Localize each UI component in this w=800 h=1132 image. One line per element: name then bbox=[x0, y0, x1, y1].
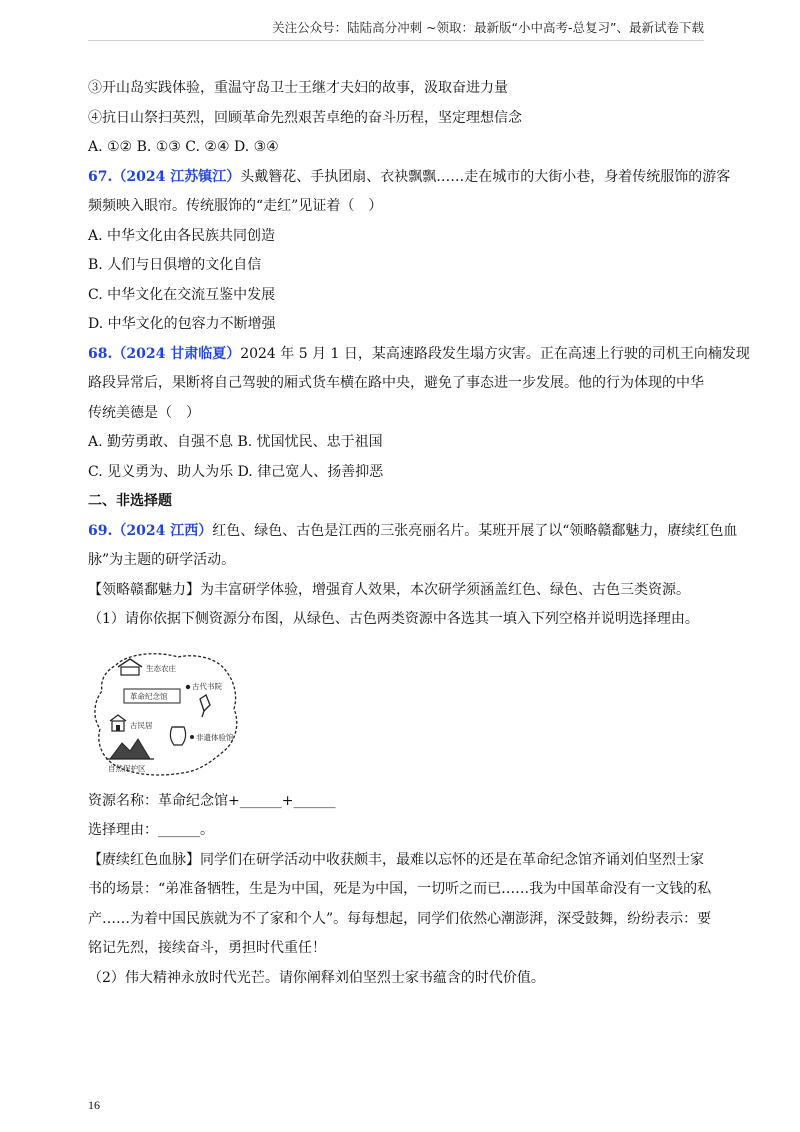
question-69-paragraph-2-line-1: 【赓续红色血脉】同学们在研学活动中收获颇丰，最难以忘怀的还是在革命纪念馆齐诵刘伯坚烈士家 bbox=[88, 851, 704, 868]
map-label-academy: 古代书院 bbox=[192, 681, 222, 691]
residence-icon bbox=[110, 715, 126, 731]
academy-marker-icon bbox=[186, 684, 190, 688]
question-69-paragraph-1: 【领略赣鄱魅力】为丰富研学体验，增强育人效果，本次研学须涵盖红色、绿色、古色三类资源。 bbox=[88, 581, 690, 598]
header-divider bbox=[88, 40, 704, 41]
question-69-paragraph-2-line-2: 书的场景：“弟准备牺牲，生是为中国，死是为中国，一切听之而已……我为中国革命没有一文钱的私 bbox=[88, 881, 712, 897]
page-header: 关注公众号：陆陆高分冲刺 ~领取：最新版“小中高考-总复习”、最新试卷下载 bbox=[272, 20, 704, 35]
question-68-line-3: 传统美德是（ ） bbox=[88, 404, 200, 421]
question-69-paragraph-2-line-4: 铭记先烈，接续奋斗，勇担时代重任！ bbox=[88, 940, 326, 956]
question-69-subquestion-1: （1）请你依据下侧资源分布图，从绿色、古色两类资源中各选其一填入下列空格并说明选择理由。 bbox=[88, 611, 699, 627]
question-68-number: 68.（2024 甘肃临夏） bbox=[88, 345, 241, 362]
heritage-marker-icon bbox=[190, 735, 194, 739]
question-68-line-2: 路段异常后，果断将自己驾驶的厢式货车横在路中央，避免了事态进一步发展。他的行为体现的中华 bbox=[88, 375, 704, 391]
academy-figure-icon bbox=[200, 695, 210, 717]
resource-map-figure bbox=[88, 645, 714, 781]
section-heading: 二、非选择题 bbox=[88, 493, 172, 509]
map-label-reserve: 自然保护区 bbox=[108, 763, 146, 773]
heritage-vase-icon bbox=[170, 727, 185, 745]
question-69-number: 69.（2024 江西） bbox=[88, 522, 213, 539]
question-69-line-1 bbox=[88, 517, 738, 547]
question-67-stem: 头戴簪花、手执团扇、衣袂飘飘……走在城市的大街小巷，身着传统服饰的游客 bbox=[240, 168, 731, 185]
question-67-number: 67.（2024 江苏镇江） bbox=[88, 168, 241, 185]
mountain-icon bbox=[106, 739, 154, 759]
question-67-line-1 bbox=[88, 163, 731, 193]
question-67-option-a: A. 中华文化由各民族共同创造 bbox=[88, 227, 276, 244]
question-68-stem: 2024 年 5 月 1 日，某高速路段发生塌方灾害。正在高速上行驶的司机王向楠发现 bbox=[240, 345, 750, 362]
resource-name-line: 资源名称：革命纪念馆+______+______ bbox=[88, 792, 336, 809]
question-67-option-c: C. 中华文化在交流互鉴中发展 bbox=[88, 286, 276, 303]
reason-line: 选择理由：______。 bbox=[88, 822, 214, 838]
option-line-4: ④抗日山祭扫英烈，回顾革命先烈艰苦卓绝的奋斗历程，坚定理想信念 bbox=[88, 109, 522, 126]
map-label-residence: 古民居 bbox=[130, 720, 153, 730]
question-68-options-cd: C. 见义勇为、助人为乐 D. 律己宽人、扬善抑恶 bbox=[88, 463, 384, 480]
question-67-option-b: B. 人们与日俱增的文化自信 bbox=[88, 257, 262, 273]
question-67-option-d: D. 中华文化的包容力不断增强 bbox=[88, 316, 276, 332]
question-69-stem: 红色、绿色、古色是江西的三张亮丽名片。某班开展了以“领略赣鄱魅力，赓续红色血 bbox=[212, 522, 738, 539]
question-68-line-1 bbox=[88, 340, 750, 370]
question-69-subquestion-2: （2）伟大精神永放时代光芒。请你阐释刘伯坚烈士家书蕴含的时代价值。 bbox=[88, 969, 545, 986]
question-69-line-2: 脉”为主题的研学活动。 bbox=[88, 552, 236, 568]
option-line-3: ③开山岛实践体验，重温守岛卫士王继才夫妇的故事，汲取奋进力量 bbox=[88, 80, 508, 96]
answer-choices-66: A. ①② B. ①③ C. ②④ D. ③④ bbox=[88, 139, 279, 155]
question-68-options-ab: A. 勤劳勇敢、自强不息 B. 忧国忧民、忠于祖国 bbox=[88, 434, 383, 450]
page-number: 16 bbox=[88, 1098, 100, 1112]
map-label-memorial: 革命纪念馆 bbox=[130, 691, 168, 701]
resource-distribution-map bbox=[88, 645, 258, 781]
question-67-line-2: 频频映入眼帘。传统服饰的“走红”见证着（ ） bbox=[88, 198, 383, 214]
map-label-farm: 生态农庄 bbox=[146, 663, 176, 673]
page-content bbox=[88, 74, 750, 993]
map-label-heritage: 非遗体验馆 bbox=[196, 732, 234, 742]
question-69-paragraph-2-line-3: 产……为着中国民族就为不了家和个人”。每每想起，同学们依然心潮澎湃，深受鼓舞，纷纷表示：要 bbox=[88, 910, 712, 927]
